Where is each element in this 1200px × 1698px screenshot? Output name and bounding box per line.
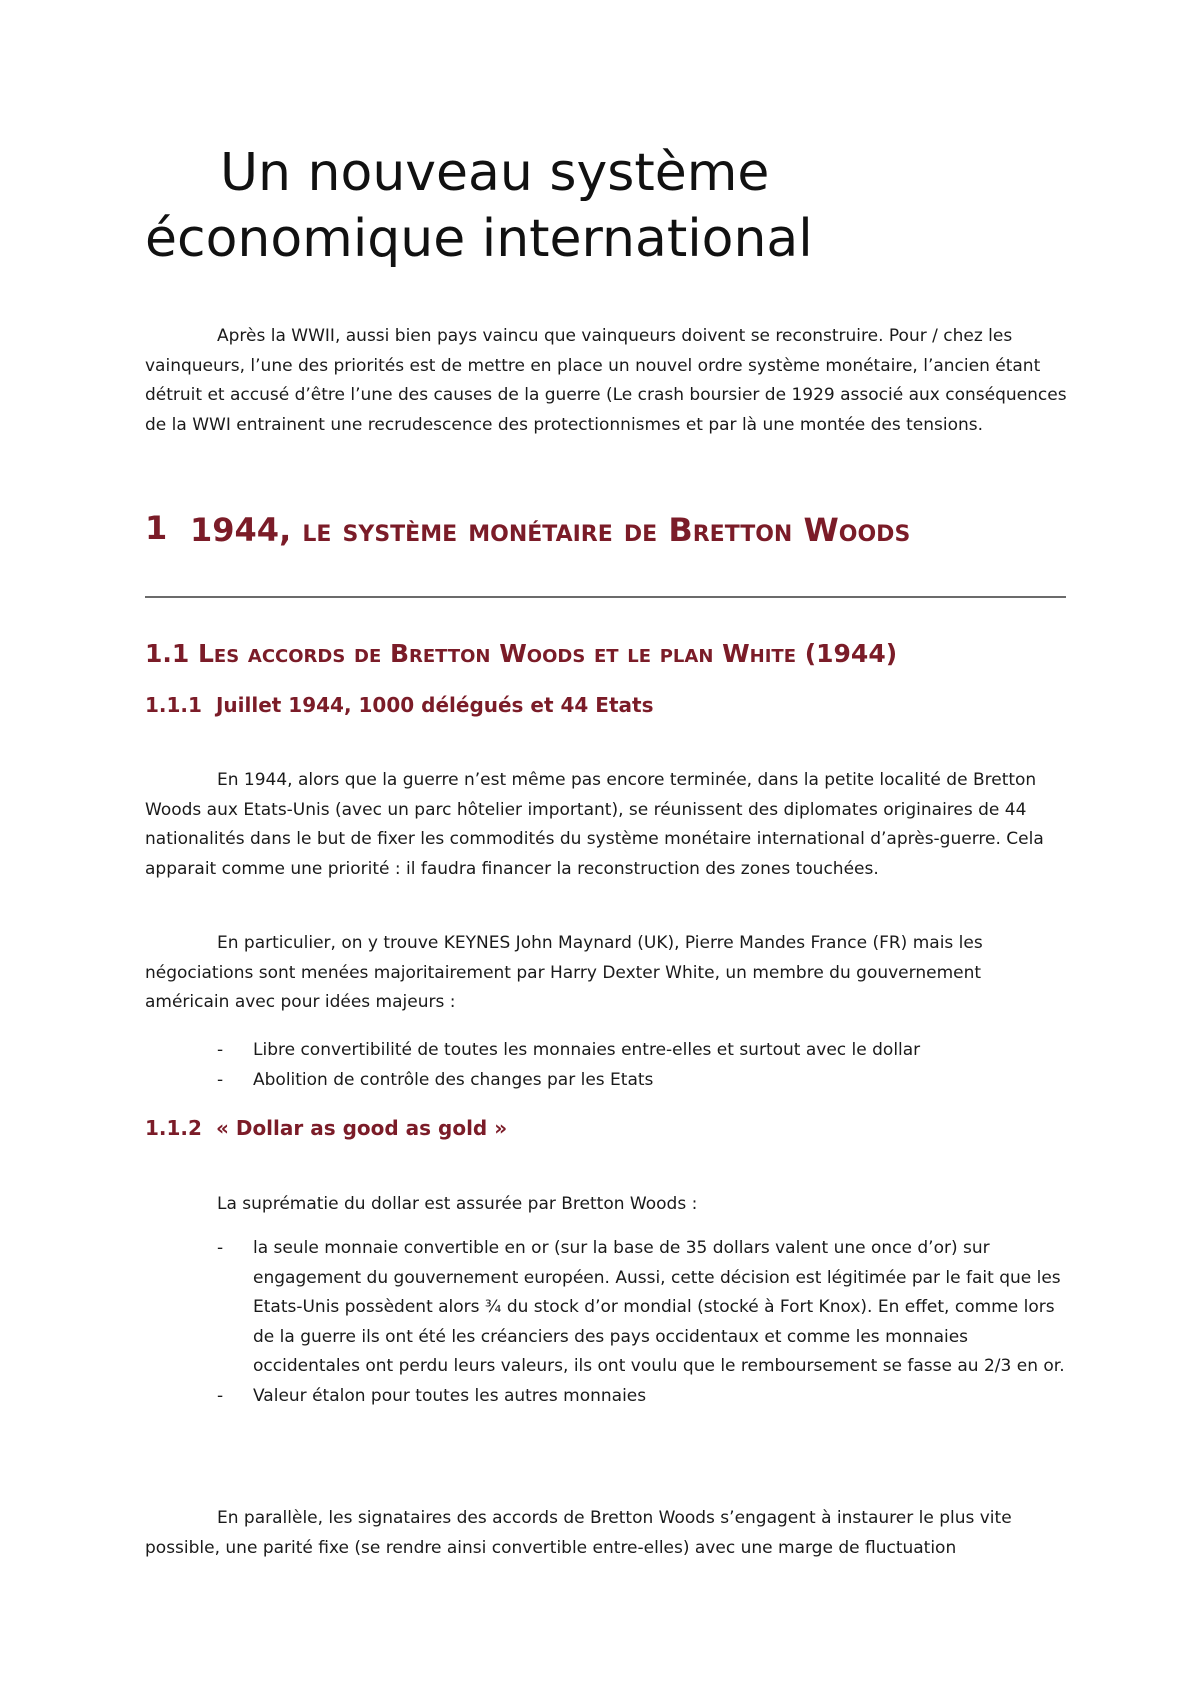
document-title-line-1: Un nouveau système xyxy=(220,143,770,203)
heading-2: 1.1 Les accords de Bretton Woods et le plan White (1944) xyxy=(145,639,898,668)
list-item xyxy=(145,1036,1070,1066)
heading-3-b xyxy=(145,1113,1065,1143)
paragraph-3: La suprématie du dollar est assurée par Bretton Woods : xyxy=(217,1194,698,1214)
paragraph-2: En particulier, on y trouve KEYNES John Maynard (UK), Pierre Mandes France (FR) mais les négociations sont menées majoritairement par Harry Dexter White, un membre du gouvernement américain avec pour idées majeurs : xyxy=(145,933,983,1012)
document-title-line-2: économique international xyxy=(145,209,813,269)
bullet-list-1 xyxy=(145,1036,1070,1095)
list-item-text: la seule monnaie convertible en or (sur la base de 35 dollars valent une once d’or) sur engagement du gouvernement européen. Aussi, cette décision est légitimée par le fait que les Etats-Unis possèdent alors ¾ du stock d’or mondial (stocké à Fort Knox). En effet, comme lors de la guerre ils ont été les créanciers des pays occidentaux et comme les monnaies occidentales ont perdu leurs valeurs, ils ont voulu que le remboursement se fasse au 2/3 en or. xyxy=(253,1238,1065,1376)
list-item xyxy=(145,1382,1070,1412)
bullet-list-2 xyxy=(145,1234,1070,1411)
bullet-dash: - xyxy=(217,1040,224,1060)
heading-1 xyxy=(145,508,1065,552)
list-item xyxy=(145,1066,1070,1096)
heading-1-text: 1944, le système monétaire de Bretton Woods xyxy=(190,511,911,549)
bullet-dash: - xyxy=(217,1385,224,1406)
bullet-dash: - xyxy=(217,1069,224,1090)
list-item-text: Abolition de contrôle des changes par les Etats xyxy=(253,1069,654,1090)
list-item-text: Valeur étalon pour toutes les autres monnaies xyxy=(253,1385,647,1406)
heading-3-b-text: « Dollar as good as gold » xyxy=(215,1116,508,1140)
document-title xyxy=(145,140,1095,272)
heading-1-number: 1 xyxy=(145,509,168,547)
paragraph-4: En parallèle, les signataires des accords de Bretton Woods s’engagent à instaurer le plus vite possible, une parité fixe (se rendre ainsi convertible entre-elles) avec une marge de fluctuation xyxy=(145,1508,1012,1558)
bullet-dash: - xyxy=(217,1238,224,1258)
heading-3-a xyxy=(145,690,1065,720)
list-item xyxy=(145,1234,1070,1382)
heading-3-a-number: 1.1.1 xyxy=(145,693,202,717)
intro-paragraph: Après la WWII, aussi bien pays vaincu que vainqueurs doivent se reconstruire. Pour / chez les vainqueurs, l’une des priorités est de mettre en place un nouvel ordre système monétaire, l’ancien étant détruit et accusé d’être l’une des causes de la guerre (Le crash boursier de 1929 associé aux conséquences de la WWI entrainent une recrudescence des protectionnismes et par là une montée des tensions. xyxy=(145,326,1067,435)
heading-3-a-text: Juillet 1944, 1000 délégués et 44 Etats xyxy=(215,693,654,717)
heading-3-b-number: 1.1.2 xyxy=(145,1116,202,1140)
heading-1-underline xyxy=(145,596,1066,598)
paragraph-1: En 1944, alors que la guerre n’est même pas encore terminée, dans la petite localité de Bretton Woods aux Etats-Unis (avec un parc hôtelier important), se réunissent des diplomates originaires de 44 nationalités dans le but de fixer les commodités du système monétaire international d’après-guerre. Cela apparait comme une priorité : il faudra financer la reconstruction des zones touchées. xyxy=(145,770,1044,879)
list-item-text: Libre convertibilité de toutes les monnaies entre-elles et surtout avec le dollar xyxy=(253,1040,921,1060)
